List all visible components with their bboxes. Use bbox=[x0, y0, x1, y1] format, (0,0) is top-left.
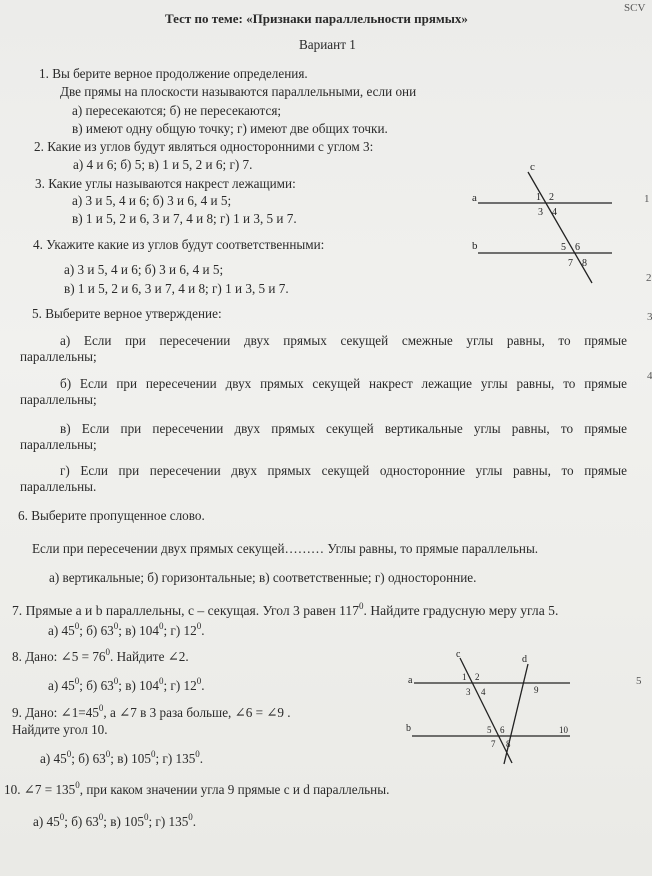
q5-option-c-line1: в) Если при пересечении двух прямых секущей вертикальные углы равны, то прямые bbox=[60, 421, 627, 436]
page-title: Тест по теме: «Признаки параллельности прямых» bbox=[165, 11, 468, 26]
q6-heading: 6. Выберите пропущенное слово. bbox=[18, 508, 205, 523]
edge-mark-3: 3 bbox=[647, 311, 652, 323]
figure-parallel-lines-1 bbox=[460, 158, 630, 288]
q8-options: а) $45^0$; б) $63^0$; в) $104^0$; г) $12^0$. bbox=[48, 676, 205, 693]
q9-options: а) $45^0$; б) $63^0$; в) $105^0$; г) $135^0$. bbox=[40, 749, 204, 766]
fig1-angle-3: 3 bbox=[538, 207, 543, 218]
fig2-angle-10: 10 bbox=[559, 725, 568, 735]
fig2-angle-3: 3 bbox=[466, 687, 471, 697]
q3-options-cd: в) 1 и 5, 2 и 6, 3 и 7, 4 и 8; г) 1 и 3, 5 и 7. bbox=[72, 211, 297, 226]
q1-statement: Две прямы на плоскости называются параллельными, если они bbox=[60, 84, 417, 99]
q10-heading: 10. ∠7 = $135^0$, при каком значении угла 9 прямые c и d параллельны. bbox=[4, 780, 390, 797]
q6-statement: Если при пересечении двух прямых секущей……… Углы равны, то прямые параллельны. bbox=[32, 541, 539, 556]
q2-heading: 2. Какие из углов будут являться односторонними с углом 3: bbox=[34, 139, 374, 154]
q2-options: а) 4 и 6; б) 5; в) 1 и 5, 2 и 6; г) 7. bbox=[73, 157, 253, 172]
fig2-label-d: d bbox=[522, 654, 527, 665]
fig2-label-a: a bbox=[408, 675, 413, 686]
q3-options-ab: а) 3 и 5, 4 и 6; б) 3 и 6, 4 и 5; bbox=[72, 193, 232, 208]
fig1-angle-2: 2 bbox=[549, 192, 554, 203]
fig2-label-c: c bbox=[456, 649, 461, 660]
q8-heading: 8. Дано: ∠5 = $76^0$. Найдите ∠2. bbox=[12, 647, 189, 664]
edge-mark-5: 5 bbox=[636, 675, 642, 687]
fig2-angle-7: 7 bbox=[491, 739, 496, 749]
fig1-label-b: b bbox=[472, 240, 478, 252]
corner-mark: SCV bbox=[624, 2, 646, 14]
q4-options-cd: в) 1 и 5, 2 и 6, 3 и 7, 4 и 8; г) 1 и 3, 5 и 7. bbox=[64, 281, 289, 296]
variant-label: Вариант 1 bbox=[299, 37, 356, 52]
fig2-label-b: b bbox=[406, 723, 411, 734]
q10-options: а) $45^0$; б) $63^0$; в) $105^0$; г) $135^0$. bbox=[33, 812, 197, 829]
edge-mark-4: 4 bbox=[647, 370, 652, 382]
q5-heading: 5. Выберите верное утверждение: bbox=[32, 306, 222, 321]
fig2-angle-4: 4 bbox=[481, 687, 486, 697]
q5-option-a-line1: а) Если при пересечении двух прямых секущей смежные углы равны, то прямые bbox=[60, 333, 627, 348]
fig1-label-a: a bbox=[472, 192, 477, 204]
fig1-label-c: c bbox=[530, 161, 535, 173]
q1-heading: 1. Вы берите верное продолжение определения. bbox=[39, 66, 308, 81]
q5-option-c-line2: параллельны; bbox=[20, 437, 97, 452]
q1-options-cd: в) имеют одну общую точку; г) имеют две общих точки. bbox=[72, 121, 388, 136]
fig2-line-c bbox=[460, 658, 512, 763]
q7-heading: 7. Прямые a и b параллельны, c – секущая. Угол 3 равен $117^0$. Найдите градусную меру угла 5. bbox=[12, 601, 559, 618]
fig1-angle-4: 4 bbox=[552, 207, 557, 218]
q7-options: а) $45^0$; б) $63^0$; в) $104^0$; г) $12^0$. bbox=[48, 621, 205, 638]
fig1-angle-8: 8 bbox=[582, 258, 587, 269]
fig2-angle-9: 9 bbox=[534, 685, 539, 695]
fig1-angle-5: 5 bbox=[561, 242, 566, 253]
q1-options-ab: а) пересекаются; б) не пересекаются; bbox=[72, 103, 282, 118]
fig2-angle-2: 2 bbox=[475, 672, 480, 682]
q4-heading: 4. Укажите какие из углов будут соответственными: bbox=[33, 237, 325, 252]
edge-mark-2: 2 bbox=[646, 272, 652, 284]
fig2-line-d bbox=[504, 664, 528, 764]
q4-options-ab: а) 3 и 5, 4 и 6; б) 3 и 6, 4 и 5; bbox=[64, 262, 224, 277]
fig1-angle-6: 6 bbox=[575, 242, 580, 253]
fig1-angle-1: 1 bbox=[536, 192, 541, 203]
q3-heading: 3. Какие углы называются накрест лежащими: bbox=[35, 176, 296, 191]
q5-option-d-line1: г) Если при пересечении двух прямых секущей односторонние углы равны, то прямые bbox=[60, 463, 627, 478]
q5-option-b-line1: б) Если при пересечении двух прямых секущей накрест лежащие углы равны, то прямые bbox=[60, 376, 627, 391]
fig1-angle-7: 7 bbox=[568, 258, 573, 269]
fig2-angle-6: 6 bbox=[500, 725, 505, 735]
q9-line1: 9. Дано: $\angle 1=45^0$, а ∠7 в 3 раза больше, ∠6 = ∠9 . bbox=[12, 703, 291, 720]
fig2-angle-8: 8 bbox=[506, 739, 511, 749]
figure-parallel-lines-2 bbox=[400, 648, 590, 768]
q9-line2: Найдите угол 10. bbox=[12, 722, 108, 737]
edge-mark-1: 1 bbox=[644, 193, 650, 205]
fig2-angle-1: 1 bbox=[462, 672, 467, 682]
q6-options: а) вертикальные; б) горизонтальные; в) соответственные; г) односторонние. bbox=[49, 570, 477, 585]
fig2-angle-5: 5 bbox=[487, 725, 492, 735]
q5-option-a-line2: параллельны; bbox=[20, 349, 97, 364]
q5-option-d-line2: параллельны. bbox=[20, 479, 97, 494]
q5-option-b-line2: параллельны; bbox=[20, 392, 97, 407]
